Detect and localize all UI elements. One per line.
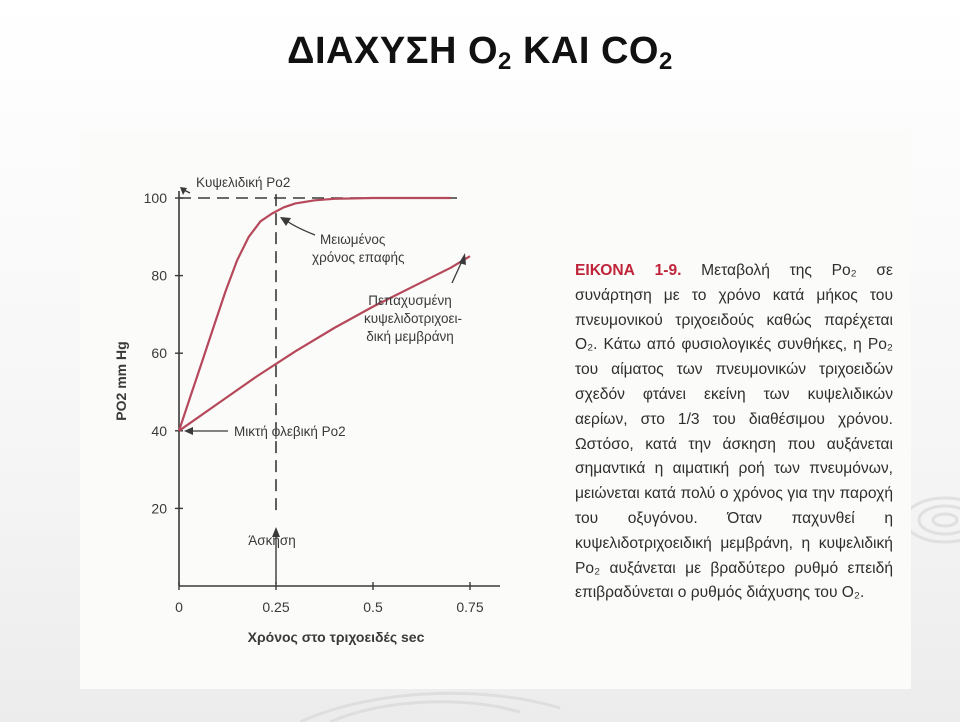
figure-caption bbox=[575, 259, 893, 606]
reduced-contact-time-label: Μειωμένος bbox=[320, 232, 386, 247]
x-tick-label: 0.25 bbox=[262, 599, 290, 615]
thickened-membrane-label: κυψελιδοτριχοει- bbox=[363, 311, 463, 326]
mixed-venous-label: Μικτή φλεβική Po2 bbox=[234, 424, 346, 439]
reduced-contact-time-pointer bbox=[287, 221, 315, 235]
y-tick-label: 40 bbox=[151, 422, 167, 439]
reduced-contact-time-label: χρόνος επαφής bbox=[312, 250, 405, 265]
caption-label: ΕΙΚΟΝΑ 1-9. bbox=[575, 262, 682, 279]
x-tick-label: 0 bbox=[175, 599, 183, 615]
y-tick-label: 80 bbox=[151, 267, 167, 284]
mixed-venous-arrowhead bbox=[184, 427, 193, 435]
title-part-main: ΔΙΑΧΥΣΗ Ο bbox=[287, 30, 499, 72]
reduced-contact-time-arrowhead bbox=[280, 217, 291, 226]
x-tick-label: 0.5 bbox=[363, 599, 383, 615]
title-subscript-1: 2 bbox=[498, 48, 512, 75]
thickened-membrane-label: Πεπαχυσμένη bbox=[368, 293, 452, 308]
alveolar-po2-label: Κυψελιδική Po2 bbox=[196, 175, 291, 190]
title-subscript-2: 2 bbox=[658, 48, 673, 75]
po2-time-chart bbox=[80, 131, 500, 689]
y-tick-label: 20 bbox=[151, 500, 167, 517]
y-tick-label: 100 bbox=[143, 190, 167, 206]
y-axis-label: PO2 mm Hg bbox=[113, 341, 129, 421]
thickened-membrane-label: δική μεμβράνη bbox=[366, 329, 454, 344]
x-axis-label: Χρόνος στο τριχοειδές sec bbox=[247, 629, 425, 645]
caption-text: Μεταβολή της Po₂ σε συνάρτηση με το χρόνο κατά μήκος του πνευμονικού τριχοειδούς καθώς παρέχεται O₂. Κάτω από φυσιολογικές συνθήκες, η Po₂ του αίματος των πνευμονικών τριχοειδών σχεδόν φτάνει εκείνη των κυψελιδικών αερίων, στο 1/3 του διαθέσιμου χρόνου. Ωστόσο, κατά την άσκηση που αυξάνεται σημαντικά η αιματική ροή των πνευμόνων, μειώνεται κατά πολύ ο χρόνος για την παροχή του οξυγόνου. Όταν παχυνθεί η κυψελιδοτριχοειδική μεμβράνη, η κυψελιδική Po₂ αυξάνεται με βραδύτερο ρυθμό επειδή επιβραδύνεται ο ρυθμός διάχυσης του O₂. bbox=[575, 262, 893, 602]
slide-title bbox=[0, 30, 960, 76]
textbook-figure bbox=[80, 131, 911, 689]
y-tick-label: 60 bbox=[151, 345, 167, 362]
x-tick-label: 0.75 bbox=[456, 599, 484, 615]
exercise-label: Άσκηση bbox=[248, 533, 296, 548]
title-part-mid: ΚΑΙ CO bbox=[511, 30, 659, 72]
thickened-membrane-arrowhead bbox=[459, 253, 466, 265]
